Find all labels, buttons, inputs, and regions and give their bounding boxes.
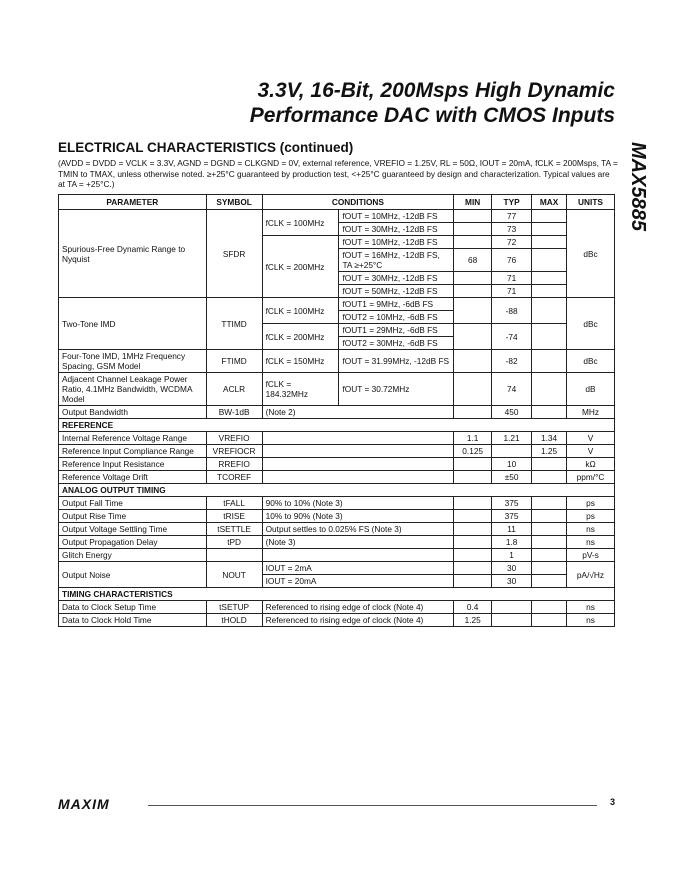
cell-symbol: tPD: [206, 536, 262, 549]
cell-typ: 1.8: [492, 536, 532, 549]
cell-symbol: VREFIO: [206, 432, 262, 445]
header-typ: TYP: [492, 195, 532, 210]
table-row: [59, 432, 615, 445]
cell-param: Data to Clock Hold Time: [59, 614, 207, 627]
cell-param: Internal Reference Voltage Range: [59, 432, 207, 445]
cell-typ: 71: [492, 272, 532, 285]
cell-clock: fCLK = 200MHz: [262, 236, 339, 298]
cell-clock: fCLK = 150MHz: [262, 350, 339, 373]
table-row: [59, 601, 615, 614]
cell-units: pV-s: [567, 549, 615, 562]
cell-min: 0.4: [454, 601, 492, 614]
cell-units: ps: [567, 497, 615, 510]
header-max: MAX: [532, 195, 567, 210]
table-row: [59, 497, 615, 510]
cell-typ: 450: [492, 406, 532, 419]
cell-symbol: NOUT: [206, 562, 262, 588]
cell-units: MHz: [567, 406, 615, 419]
cell-typ: 10: [492, 458, 532, 471]
cell-min: 68: [454, 249, 492, 272]
table-row: [59, 210, 615, 223]
section-heading-analog-output-timing: ANALOG OUTPUT TIMING: [59, 484, 615, 497]
cell-clock: fCLK = 184.32MHz: [262, 373, 339, 406]
header-units: UNITS: [567, 195, 615, 210]
cell-param: Output Bandwidth: [59, 406, 207, 419]
cell-condition: IOUT = 2mA: [262, 562, 454, 575]
test-conditions-note: (AVDD = DVDD = VCLK = 3.3V, AGND = DGND = CLKGND = 0V, external reference, VREFIO = 1.25V, RL = 50Ω, IOUT = 20mA, fCLK = 200Msps, TA = TMIN to TMAX, unless otherwise noted. ≥+25°C guaranteed by production test, <+25°C guaranteed by design and characterization. Typical values are at TA = +25°C.): [58, 158, 618, 189]
cell-typ: 375: [492, 510, 532, 523]
cell-typ: 1: [492, 549, 532, 562]
cell-symbol: SFDR: [206, 210, 262, 298]
cell-typ: 30: [492, 575, 532, 588]
cell-param: Reference Voltage Drift: [59, 471, 207, 484]
cell-condition: fOUT = 10MHz, -12dB FS: [339, 210, 454, 223]
table-header-row: [59, 195, 615, 210]
cell-symbol: ACLR: [206, 373, 262, 406]
table-row: [59, 536, 615, 549]
table-row: [59, 445, 615, 458]
cell-typ: -82: [492, 350, 532, 373]
cell-min: 1.25: [454, 614, 492, 627]
cell-param: Spurious-Free Dynamic Range to Nyquist: [59, 210, 207, 298]
section-row: [59, 484, 615, 497]
cell-condition: fOUT1 = 9MHz, -6dB FS: [339, 298, 454, 311]
cell-typ: 30: [492, 562, 532, 575]
cell-symbol: TCOREF: [206, 471, 262, 484]
cell-units: V: [567, 445, 615, 458]
cell-min: [454, 210, 492, 223]
part-number-side-label: [610, 140, 670, 270]
cell-param: Output Noise: [59, 562, 207, 588]
page-number: 3: [609, 797, 615, 807]
cell-symbol: tSETTLE: [206, 523, 262, 536]
cell-condition: 90% to 10% (Note 3): [262, 497, 454, 510]
table-row: [59, 523, 615, 536]
cell-max: 1.25: [532, 445, 567, 458]
header-conditions: CONDITIONS: [262, 195, 454, 210]
cell-typ: 11: [492, 523, 532, 536]
cell-param: Data to Clock Setup Time: [59, 601, 207, 614]
cell-param: Reference Input Compliance Range: [59, 445, 207, 458]
cell-param: Output Voltage Settling Time: [59, 523, 207, 536]
cell-units: dBc: [567, 350, 615, 373]
cell-units: ps: [567, 510, 615, 523]
table-row: [59, 350, 615, 373]
section-row: [59, 419, 615, 432]
cell-clock: fCLK = 200MHz: [262, 324, 339, 350]
cell-symbol: tSETUP: [206, 601, 262, 614]
cell-units: ns: [567, 614, 615, 627]
cell-typ: 72: [492, 236, 532, 249]
table-row: [59, 298, 615, 311]
footer-divider: [148, 805, 597, 806]
cell-units: ns: [567, 523, 615, 536]
cell-typ: 71: [492, 285, 532, 298]
cell-symbol: tHOLD: [206, 614, 262, 627]
cell-typ: 77: [492, 210, 532, 223]
table-row: [59, 373, 615, 406]
cell-param: Two-Tone IMD: [59, 298, 207, 350]
cell-typ: ±50: [492, 471, 532, 484]
cell-typ: 74: [492, 373, 532, 406]
section-heading-timing-characteristics: TIMING CHARACTERISTICS: [59, 588, 615, 601]
cell-condition: fOUT2 = 30MHz, -6dB FS: [339, 337, 454, 350]
cell-condition: Output settles to 0.025% FS (Note 3): [262, 523, 454, 536]
cell-condition: Referenced to rising edge of clock (Note 4): [262, 601, 454, 614]
cell-min: 1.1: [454, 432, 492, 445]
page-footer: [58, 796, 615, 812]
cell-max: 1.34: [532, 432, 567, 445]
cell-condition: fOUT = 16MHz, -12dB FS, TA ≥+25°C: [339, 249, 454, 272]
cell-units: ppm/°C: [567, 471, 615, 484]
section-row: [59, 588, 615, 601]
cell-typ: -88: [492, 298, 532, 324]
cell-max: [532, 210, 567, 223]
cell-clock: fCLK = 100MHz: [262, 210, 339, 236]
cell-condition: fOUT = 30.72MHz: [339, 373, 454, 406]
maxim-logo: MAXIM: [58, 796, 110, 812]
cell-units: pA/√Hz: [567, 562, 615, 588]
cell-param: Four-Tone IMD, 1MHz Frequency Spacing, GSM Model: [59, 350, 207, 373]
cell-min: 0.125: [454, 445, 492, 458]
table-row: [59, 458, 615, 471]
cell-symbol: TTIMD: [206, 298, 262, 350]
cell-param: Output Propagation Delay: [59, 536, 207, 549]
cell-units: dBc: [567, 210, 615, 298]
cell-symbol: BW-1dB: [206, 406, 262, 419]
cell-typ: 1.21: [492, 432, 532, 445]
electrical-characteristics-table: [58, 194, 615, 627]
cell-typ: 375: [492, 497, 532, 510]
header-min: MIN: [454, 195, 492, 210]
cell-units: kΩ: [567, 458, 615, 471]
cell-typ: 73: [492, 223, 532, 236]
table-row: [59, 406, 615, 419]
cell-param: Reference Input Resistance: [59, 458, 207, 471]
cell-condition: (Note 2): [262, 406, 454, 419]
cell-condition: fOUT = 10MHz, -12dB FS: [339, 236, 454, 249]
side-label-text: MAX5885: [627, 142, 649, 231]
table-row: [59, 562, 615, 575]
cell-typ: -74: [492, 324, 532, 350]
cell-condition: fOUT = 50MHz, -12dB FS: [339, 285, 454, 298]
cell-condition: fOUT2 = 10MHz, -6dB FS: [339, 311, 454, 324]
cell-param: Output Rise Time: [59, 510, 207, 523]
cell-param: Output Fall Time: [59, 497, 207, 510]
title-line-1: 3.3V, 16-Bit, 200Msps High Dynamic: [257, 79, 615, 102]
cell-clock: fCLK = 100MHz: [262, 298, 339, 324]
cell-units: dBc: [567, 298, 615, 350]
cell-units: ns: [567, 601, 615, 614]
header-parameter: PARAMETER: [59, 195, 207, 210]
cell-condition: IOUT = 20mA: [262, 575, 454, 588]
cell-condition: fOUT = 30MHz, -12dB FS: [339, 272, 454, 285]
cell-symbol: RREFIO: [206, 458, 262, 471]
cell-symbol: VREFIOCR: [206, 445, 262, 458]
table-row: [59, 471, 615, 484]
table-row: [59, 614, 615, 627]
cell-units: V: [567, 432, 615, 445]
cell-condition: 10% to 90% (Note 3): [262, 510, 454, 523]
cell-symbol: tRISE: [206, 510, 262, 523]
cell-symbol: FTIMD: [206, 350, 262, 373]
section-title: ELECTRICAL CHARACTERISTICS (continued): [58, 140, 354, 155]
section-heading-reference: REFERENCE: [59, 419, 615, 432]
cell-param: Adjacent Channel Leakage Power Ratio, 4.1MHz Bandwidth, WCDMA Model: [59, 373, 207, 406]
cell-condition: fOUT = 31.99MHz, -12dB FS: [339, 350, 454, 373]
cell-condition: (Note 3): [262, 536, 454, 549]
cell-param: Glitch Energy: [59, 549, 207, 562]
title-line-2: Performance DAC with CMOS Inputs: [249, 104, 615, 127]
table-row: [59, 510, 615, 523]
page-title: [250, 78, 615, 128]
cell-typ: 76: [492, 249, 532, 272]
cell-condition: fOUT1 = 29MHz, -6dB FS: [339, 324, 454, 337]
cell-units: ns: [567, 536, 615, 549]
cell-condition: fOUT = 30MHz, -12dB FS: [339, 223, 454, 236]
cell-units: dB: [567, 373, 615, 406]
table-row: [59, 549, 615, 562]
cell-symbol: tFALL: [206, 497, 262, 510]
cell-condition: Referenced to rising edge of clock (Note 4): [262, 614, 454, 627]
header-symbol: SYMBOL: [206, 195, 262, 210]
